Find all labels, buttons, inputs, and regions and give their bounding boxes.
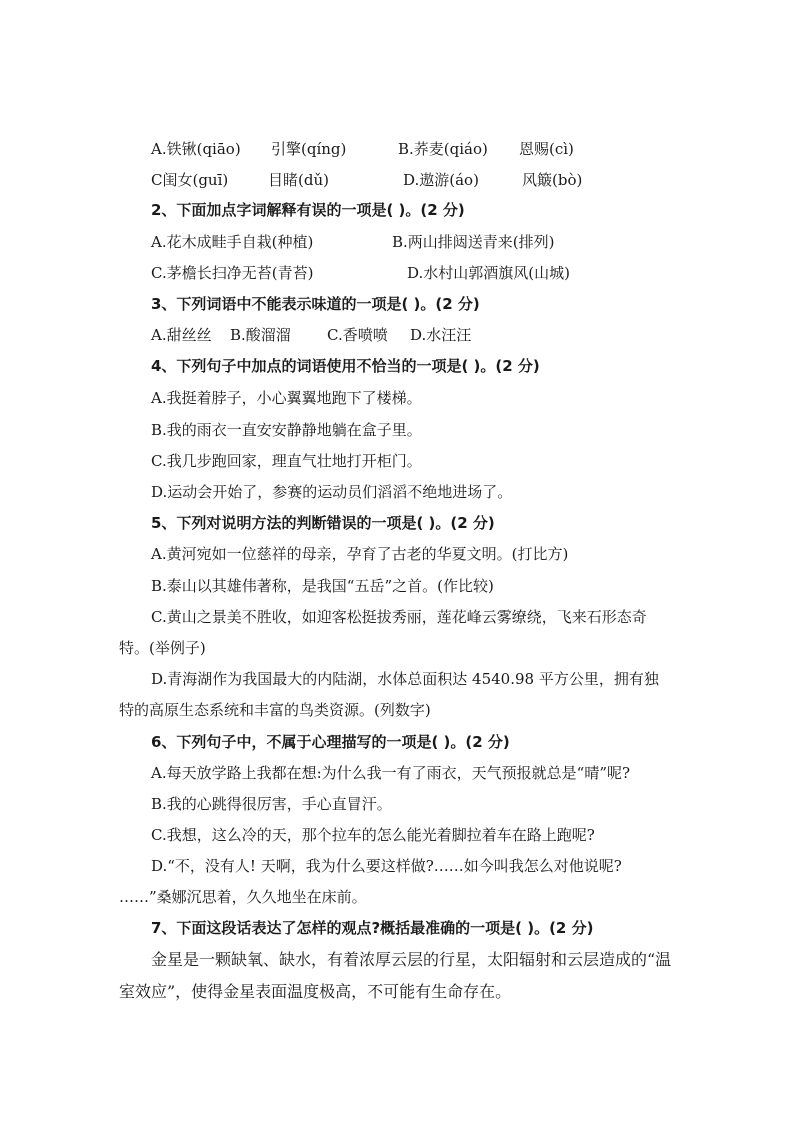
q6-stem: 6、下列句子中，不属于心理描写的一项是( )。(2 分) — [151, 733, 510, 751]
q5-option-c-line-2: 特。(举例子) — [119, 639, 206, 657]
q5-option-b: B.泰山以其雄伟著称，是我国“五岳”之首。(作比较) — [151, 577, 494, 595]
q1-option-d: D.遨游(áo) — [403, 171, 479, 189]
q2-option-c: C.茅檐长扫净无苔(青苔) — [151, 264, 314, 282]
q6-option-d-line-1: D.“不，没有人! 天啊，我为什么要这样做?……如今叫我怎么对他说呢? — [151, 857, 622, 875]
q1-option-a-word-2: 引擎(qíng) — [271, 140, 347, 158]
q6-option-d-line-2: ……”桑娜沉思着，久久地坐在床前。 — [119, 888, 367, 906]
q7-passage-line-2: 室效应”，使得金星表面温度极高，不可能有生命存在。 — [119, 982, 512, 1001]
q3-option-c: C.香喷喷 — [327, 326, 388, 344]
q7-stem: 7、下面这段话表达了怎样的观点?概括最准确的一项是( )。(2 分) — [151, 919, 594, 937]
q1-option-a: A.铁锹(qiāo) — [151, 140, 241, 158]
q4-option-c: C.我几步跑回家，理直气壮地打开柜门。 — [151, 452, 422, 470]
q1-option-c-word-2: 目睹(dǔ) — [268, 171, 329, 189]
q5-stem: 5、下列对说明方法的判断错误的一项是( )。(2 分) — [151, 514, 495, 532]
q3-option-d: D.水汪汪 — [410, 326, 472, 344]
q4-stem: 4、下列句子中加点的词语使用不恰当的一项是( )。(2 分) — [151, 357, 540, 375]
q3-stem: 3、下列词语中不能表示味道的一项是( )。(2 分) — [151, 295, 480, 313]
q1-option-c: C闺女(guī) — [151, 171, 229, 189]
q6-option-a: A.每天放学路上我都在想:为什么我一有了雨衣，天气预报就总是“晴”呢? — [151, 764, 631, 782]
q7-passage-line-1: 金星是一颗缺氧、缺水，有着浓厚云层的行星，太阳辐射和云层造成的“温 — [151, 950, 672, 969]
q4-option-d: D.运动会开始了，参赛的运动员们滔滔不绝地进场了。 — [151, 483, 513, 501]
q1-option-b: B.荞麦(qiáo) — [398, 140, 488, 158]
q6-option-c: C.我想，这么冷的天，那个拉车的怎么能光着脚拉着车在路上跑呢? — [151, 826, 595, 844]
q5-option-a: A.黄河宛如一位慈祥的母亲，孕育了古老的华夏文明。(打比方) — [151, 545, 569, 563]
q4-option-b: B.我的雨衣一直安安静静地躺在盒子里。 — [151, 421, 422, 439]
q5-option-d-line-2: 特的高原生态系统和丰富的鸟类资源。(列数字) — [119, 701, 431, 719]
q6-option-b: B.我的心跳得很厉害，手心直冒汗。 — [151, 795, 392, 813]
q5-option-c-line-1: C.黄山之景美不胜收，如迎客松挺拔秀丽，莲花峰云雾缭绕，飞来石形态奇 — [151, 608, 647, 626]
q2-option-b: B.两山排闼送青来(排列) — [392, 233, 555, 251]
q3-option-b: B.酸溜溜 — [230, 326, 291, 344]
q1-option-d-word-2: 风簸(bò) — [522, 171, 583, 189]
q5-option-d-line-1: D.青海湖作为我国最大的内陆湖，水体总面积达 4540.98 平方公里，拥有独 — [151, 670, 659, 688]
q1-option-b-word-2: 恩赐(cì) — [519, 140, 574, 158]
q2-option-a: A.花木成畦手自栽(种植) — [151, 233, 314, 251]
q2-option-d: D.水村山郭酒旗风(山城) — [407, 264, 570, 282]
q3-option-a: A.甜丝丝 — [151, 326, 212, 344]
q4-option-a: A.我挺着脖子，小心翼翼地跑下了楼梯。 — [151, 389, 422, 407]
q2-stem: 2、下面加点字词解释有误的一项是( )。(2 分) — [151, 201, 465, 219]
